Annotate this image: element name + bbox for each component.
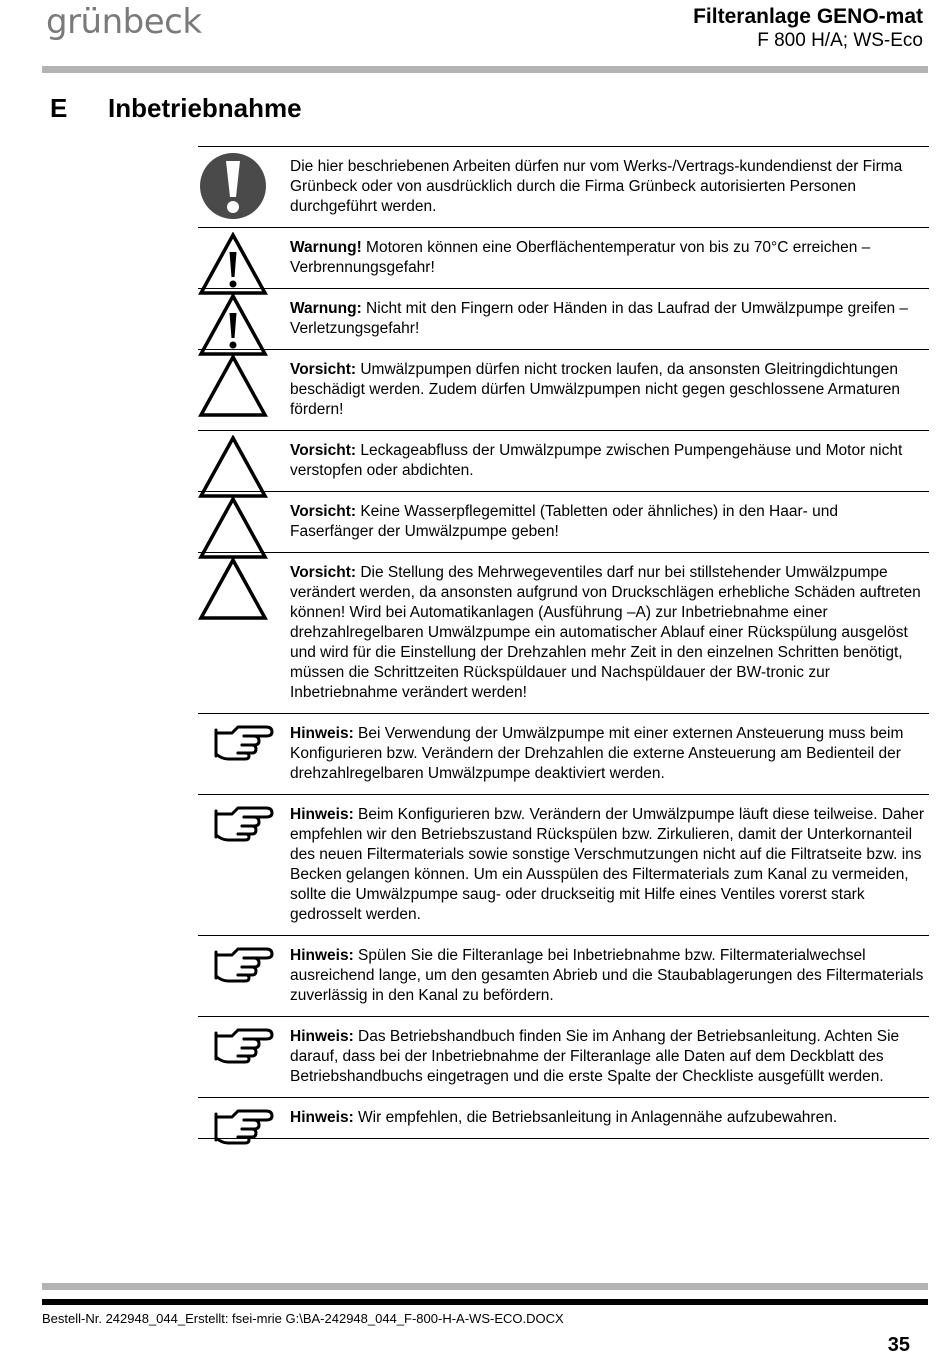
caution-triangle-icon [198,557,276,627]
safety-note-body: Bei Verwendung der Umwälzpumpe mit einer externen Ansteuerung muss beim Konfigurieren bzw. Verändern der Drehzahlen die externe Ansteuerung am Bedienteil der drehzahlregelbaren Umwälzpumpe deaktiviert werden. [290,725,904,782]
safety-note [198,1097,929,1139]
safety-note-body: Die hier beschriebenen Arbeiten dürfen nur vom Werks-/Vertrags-kundendienst der Firma Grünbeck oder von ausdrücklich durch die Firma Grünbeck autorisierten Personen durchgeführt werden. [290,158,903,215]
safety-note-body: Motoren können eine Oberflächentemperatur von bis zu 70°C erreichen – Verbrennungsgefahr! [290,239,871,276]
section-heading [50,93,302,124]
safety-note-body: Das Betriebshandbuch finden Sie im Anhang der Betriebsanleitung. Achten Sie darauf, dass bei der Inbetriebnahme der Filteranlage alle Daten auf dem Deckblatt des Betriebshandbuchs eingetragen und die erste Spalte der Checkliste ausgefüllt werden. [290,1028,900,1085]
safety-note-label: Hinweis: [290,725,354,742]
pointing-hand-icon [212,944,290,1014]
safety-note-text [290,238,929,278]
grunbeck-logo: grünbeck [46,2,202,42]
safety-note-text [290,1027,929,1087]
safety-note [198,491,929,552]
safety-note-body: Beim Konfigurieren bzw. Verändern der Umwälzpumpe läuft diese teilweise. Daher empfehlen wir den Betriebszustand Rückspülen bzw. Zirkulieren, damit der Unterkornanteil des neuen Filtermaterials sowie sonstige Verschmutzungen nicht auf die Filtratseite bzw. ins Becken gelangen können. Um ein Ausspülen des Filtermaterials zum Kanal zu vermeiden, sollte die Umwälzpumpe saug- oder druckseitig mit Hilfe eines Ventiles vorerst stark gedrosselt werden. [290,806,925,923]
safety-note-text [290,441,929,481]
pointing-hand-icon [212,803,290,873]
safety-note-text [290,724,929,784]
footer-order-number: Bestell-Nr. 242948_044_Erstellt: fsei-mrie G:\BA-242948_044_F-800-H-A-WS-ECO.DOCX [42,1311,564,1326]
document-title-block [693,4,923,52]
document-subtitle: F 800 H/A; WS-Eco [757,30,923,51]
safety-note [198,713,929,794]
safety-note-body: Leckageabfluss der Umwälzpumpe zwischen Pumpengehäuse und Motor nicht verstopfen oder abdichten. [290,442,903,479]
section-letter: E [50,93,68,123]
safety-note [198,552,929,713]
safety-note-label: Vorsicht: [290,361,357,378]
safety-note-label: Warnung: [290,300,362,317]
safety-note-label: Hinweis: [290,1109,354,1126]
safety-note-text [290,563,929,703]
safety-note-body: Wir empfehlen, die Betriebsanleitung in Anlagennähe aufzubewahren. [353,1109,838,1126]
safety-note [198,227,929,288]
safety-note-body: Spülen Sie die Filteranlage bei Inbetriebnahme bzw. Filtermaterialwechsel ausreichend lange, um den gesamten Abrieb und die Staubablagerungen des Filtermaterials zuverlässig in den Kanal zu befördern. [290,947,924,1004]
safety-note [198,935,929,1016]
safety-note [198,349,929,430]
safety-note-label: Hinweis: [290,1028,354,1045]
safety-note-text [290,946,929,1006]
safety-note-label: Vorsicht: [290,564,357,581]
exclamation-circle-icon [198,151,276,221]
safety-note-label: Vorsicht: [290,503,357,520]
header-divider [42,66,928,73]
safety-notes-list [198,146,929,1139]
safety-note-text [290,1108,929,1128]
safety-note-text [290,157,929,217]
safety-note-body: Keine Wasserpflegemittel (Tabletten oder ähnliches) in den Haar- und Faserfänger der Umwälzpumpe geben! [290,503,838,540]
safety-note-body: Umwälzpumpen dürfen nicht trocken laufen, da ansonsten Gleitringdichtungen beschädigt werden. Zudem dürfen Umwälzpumpen nicht gegen geschlossene Armaturen fördern! [290,361,901,418]
safety-note-label: Hinweis: [290,806,354,823]
safety-note-text [290,299,929,339]
safety-note-text [290,502,929,542]
safety-note [198,430,929,491]
safety-note-text [290,805,929,925]
safety-note-label: Warnung! [290,239,362,256]
caution-triangle-icon [198,354,276,424]
pointing-hand-icon [212,722,290,792]
safety-note [198,288,929,349]
safety-note-text [290,360,929,420]
safety-note-label: Hinweis: [290,947,354,964]
pointing-hand-icon [212,1106,290,1176]
safety-note [198,1016,929,1097]
safety-note-body: Die Stellung des Mehrwegeventiles darf nur bei stillstehender Umwälzpumpe verändert werden, da ansonsten aufgrund von Druckschlägen erhebliche Schäden auftreten können! Wird bei Automatikanlagen (Ausführung –A) zur Inbetriebnahme einer drehzahlregelbaren Umwälzpumpe ein automatischer Ablauf einer Rückspülung ausgelöst und wird für die Einstellung der Drehzahlen mehr Zeit in den einzelnen Schritten benötigt, müssen die Schrittzeiten Rückspüldauer und Nachspüldauer der BW-tronic zur Inbetriebnahme verändert werden! [290,564,921,701]
safety-note [198,794,929,935]
footer-divider-black [42,1299,928,1305]
safety-note-label: Vorsicht: [290,442,357,459]
safety-note-body: Nicht mit den Fingern oder Händen in das Laufrad der Umwälzpumpe greifen – Verletzungsgefahr! [290,300,908,337]
pointing-hand-icon [212,1025,290,1095]
footer-divider-grey [42,1283,928,1290]
section-title: Inbetriebnahme [108,93,302,123]
page-number: 35 [887,1334,910,1356]
document-title: Filteranlage GENO-mat [693,5,923,28]
safety-note [198,146,929,227]
